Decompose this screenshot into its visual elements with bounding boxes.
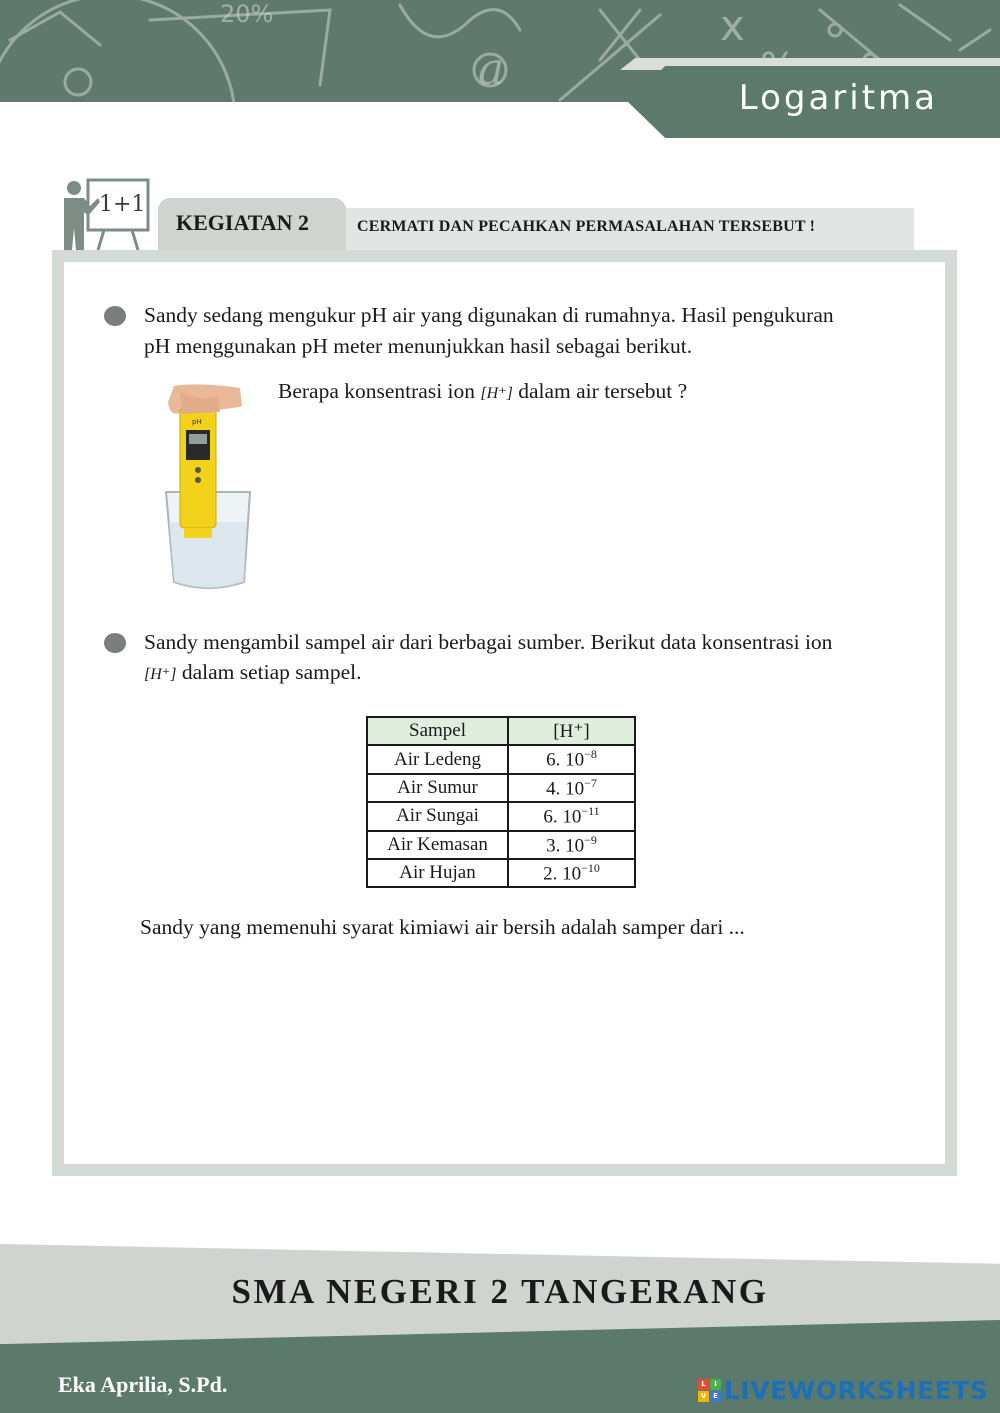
- bullet-icon: [104, 306, 126, 326]
- liveworksheets-logo-icon: [698, 1379, 721, 1402]
- chalk-doodle-text: x: [720, 1, 745, 50]
- instruction-text: CERMATI DAN PECAHKAN PERMASALAHAN TERSEBUT !: [357, 218, 816, 235]
- problem2-line2-text: dalam setiap sampel.: [181, 660, 362, 684]
- liveworksheets-logo[interactable]: [698, 1376, 988, 1405]
- question-prefix: Berapa konsentrasi ion: [278, 379, 476, 403]
- sample-cell: Air Kemasan: [367, 831, 508, 859]
- ph-meter-label: pH: [192, 418, 202, 426]
- bullet-icon: [104, 633, 126, 653]
- table-row: [367, 774, 635, 802]
- table-row: [367, 859, 635, 887]
- concentration-cell: 6. $10^{-11}$: [508, 802, 635, 830]
- ion-notation: [H⁺]: [144, 666, 177, 683]
- table-header-sample: Sampel: [367, 717, 508, 745]
- problem1-line1: Sandy sedang mengukur pH air yang digunakan di rumahnya. Hasil pengukuran: [144, 303, 834, 327]
- concentration-table: [366, 716, 636, 888]
- author-name: Eka Aprilia, S.Pd.: [58, 1372, 228, 1397]
- school-name: SMA NEGERI 2 TANGERANG: [231, 1272, 769, 1311]
- concentration-cell: 6. $10^{-8}$: [508, 745, 635, 773]
- sample-cell: Air Ledeng: [367, 745, 508, 773]
- logo-letter: L: [698, 1379, 709, 1390]
- sample-cell: Air Sumur: [367, 774, 508, 802]
- activity-label: KEGIATAN 2: [176, 210, 310, 235]
- teacher-board-icon: [58, 176, 150, 252]
- table-row: [367, 802, 635, 830]
- table-row: [367, 831, 635, 859]
- liveworksheets-logo-text: LIVEWORKSHEETS: [724, 1376, 989, 1405]
- problem1-question: [278, 376, 687, 409]
- concentration-cell: 3. $10^{-9}$: [508, 831, 635, 859]
- logo-letter: E: [710, 1391, 721, 1402]
- table-header-row: [367, 717, 635, 745]
- sample-cell: Air Hujan: [367, 859, 508, 887]
- chalk-doodle-text: 20%: [220, 0, 274, 28]
- concentration-cell: 2. $10^{-10}$: [508, 859, 635, 887]
- sample-cell: Air Sungai: [367, 802, 508, 830]
- ph-meter-image: [160, 382, 260, 592]
- table-header-concentration: [H⁺]: [508, 717, 635, 745]
- table-row: [367, 745, 635, 773]
- problem1-line2: pH menggunakan pH meter menunjukkan hasil sebagai berikut.: [144, 334, 693, 358]
- chalk-doodle-text: a: [478, 44, 505, 95]
- ion-notation: [H⁺]: [480, 385, 513, 402]
- logo-letter: V: [698, 1391, 709, 1402]
- problem2-line2: [144, 657, 362, 690]
- problem2-question: Sandy yang memenuhi syarat kimiawi air bersih adalah samper dari ...: [140, 915, 745, 939]
- logo-letter: I: [710, 1379, 721, 1390]
- problem2-line1: Sandy mengambil sampel air dari berbagai sumber. Berikut data konsentrasi ion: [144, 630, 833, 654]
- question-suffix: dalam air tersebut ?: [518, 379, 688, 403]
- icon-text: 1+1: [99, 192, 146, 217]
- concentration-cell: 4. $10^{-7}$: [508, 774, 635, 802]
- page-title: Logaritma: [738, 78, 938, 118]
